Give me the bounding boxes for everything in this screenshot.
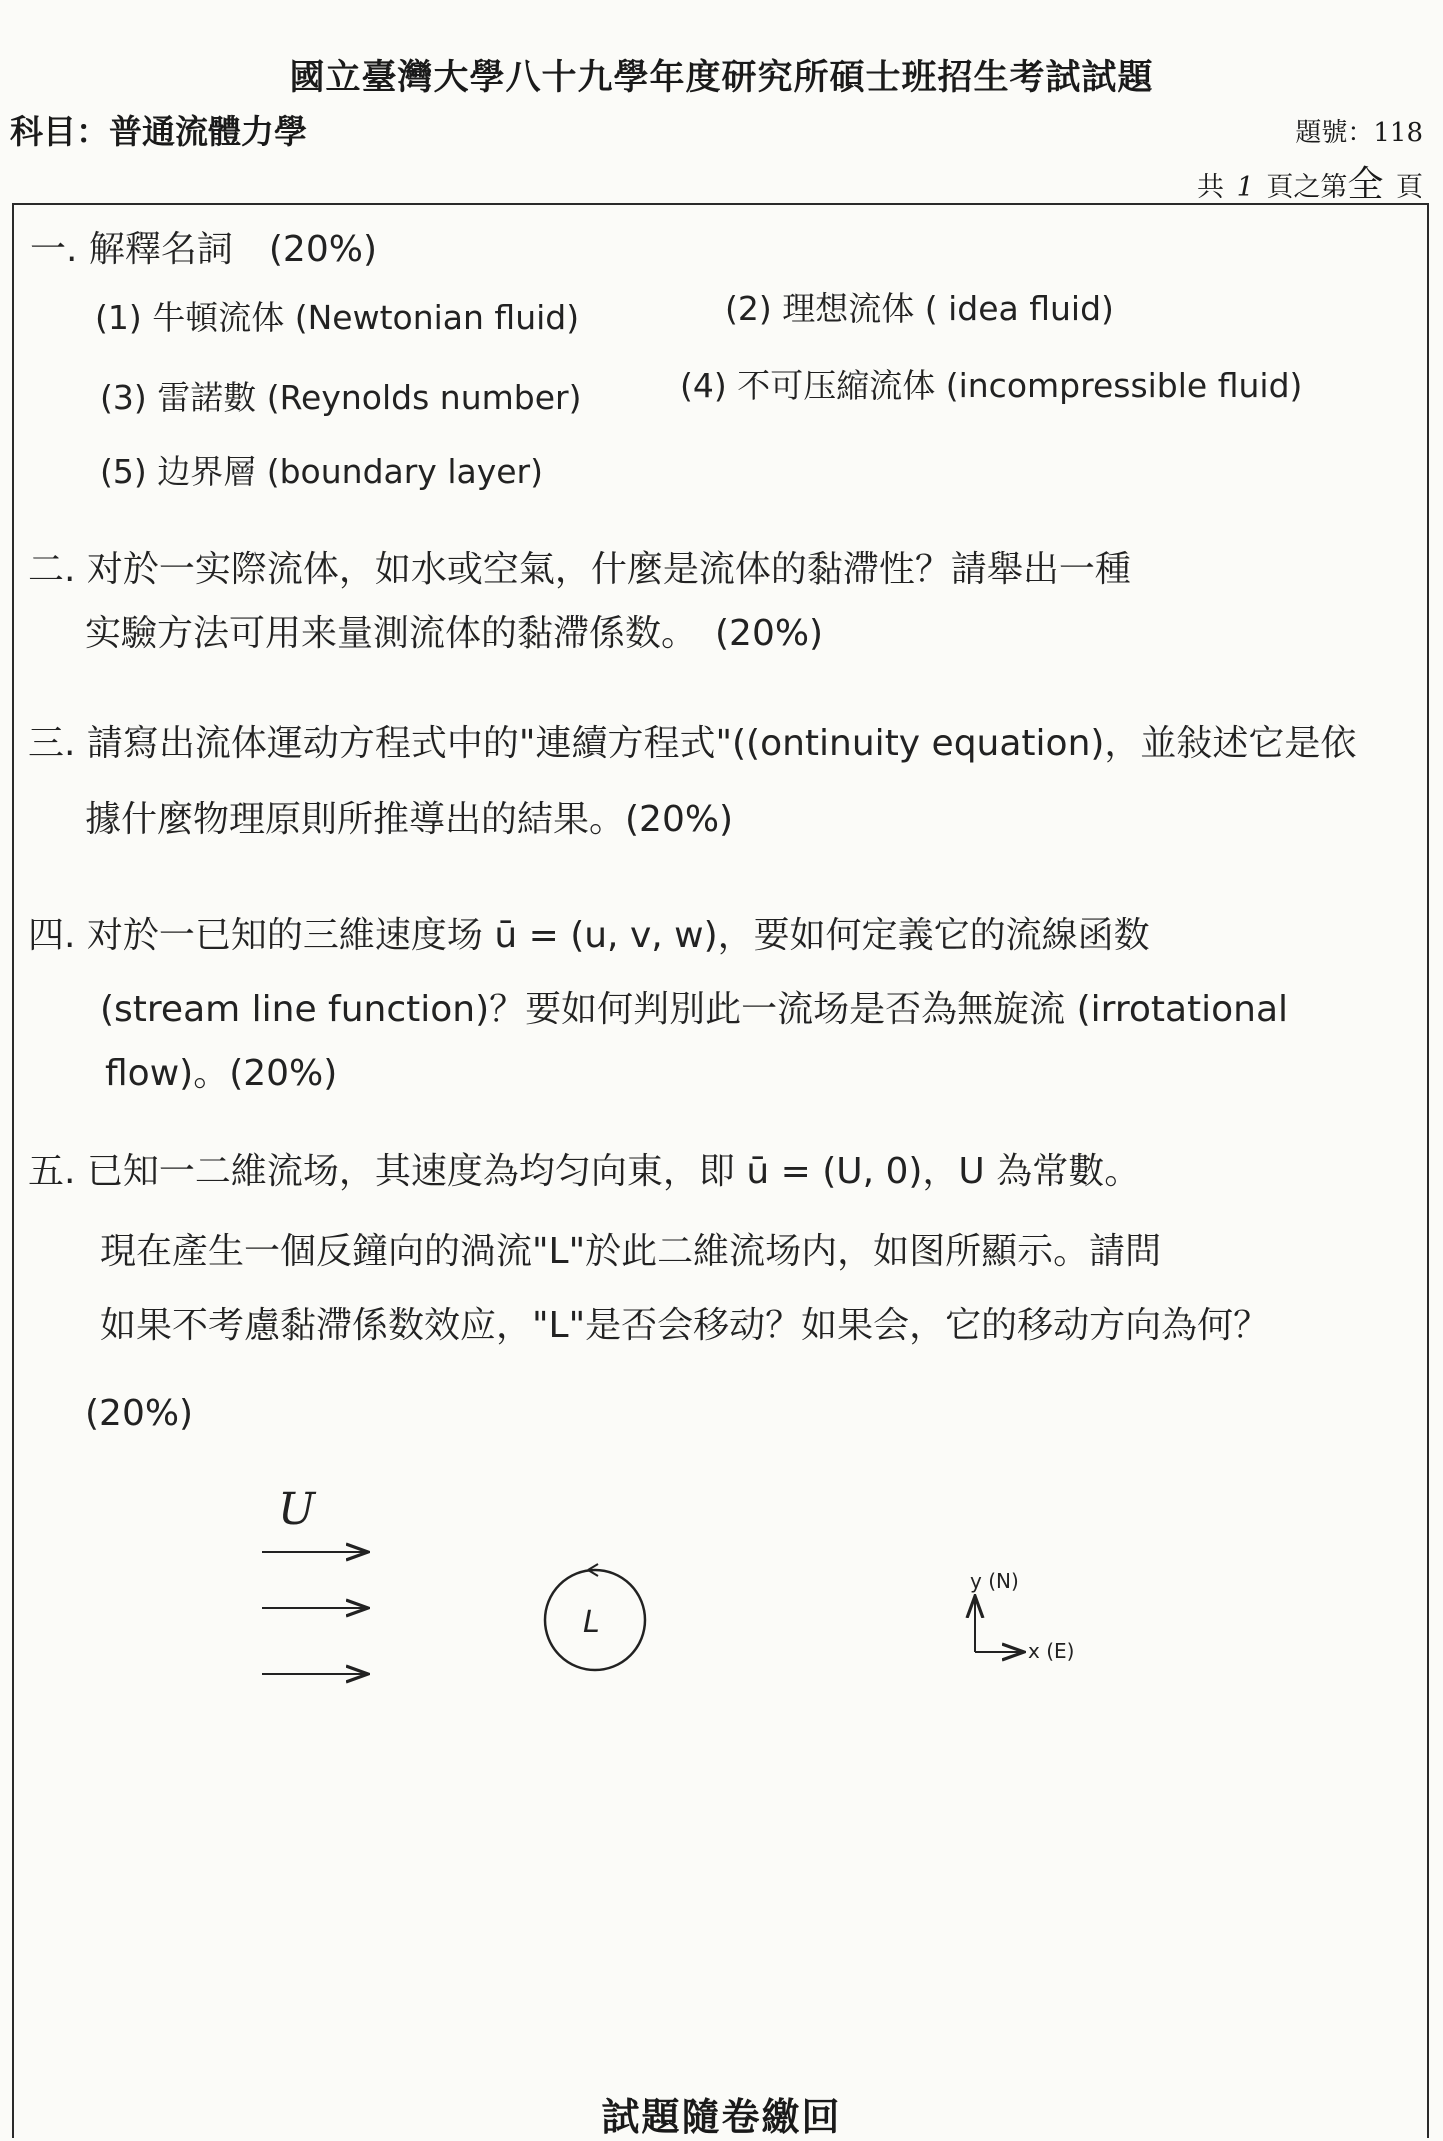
q2-line-1: 二. 对於一实際流体，如水或空氣，什麼是流体的黏滯性？請舉出一種	[28, 549, 1131, 590]
q4-line-2: (stream line function)？要如何判別此一流场是否為無旋流 (irrotational	[100, 989, 1289, 1030]
q1-heading: 一. 解釋名詞 (20%)	[30, 229, 377, 270]
page-indicator	[1197, 156, 1423, 207]
u-velocity-label: U	[278, 1490, 316, 1535]
pages-mid: 頁之第	[1266, 172, 1348, 203]
flow-diagram	[240, 1490, 1190, 1720]
q5-line-3: 如果不考慮黏滯係数效应，"L"是否会移动？如果会，它的移动方向為何？	[100, 1305, 1270, 1346]
q1-item-1: (1) 牛頓流体 (Newtonian fluid)	[95, 298, 580, 337]
vortex-label: L	[583, 1605, 600, 1640]
exam-title: 國立臺灣大學八十九學年度研究所碩士班招生考試試題	[289, 57, 1154, 98]
q1-item-4: (4) 不可压縮流体 (incompressible fluid)	[680, 366, 1303, 405]
q1-item-3: (3) 雷諾數 (Reynolds number)	[100, 378, 582, 417]
pages-suffix: 頁	[1396, 172, 1423, 203]
x-axis-label: x (E)	[1028, 1639, 1075, 1663]
q2-line-2: 实驗方法可用来量測流体的黏滯係数。 (20%)	[85, 613, 824, 654]
pages-current: 全	[1347, 164, 1384, 205]
y-axis-label: y (N)	[970, 1569, 1019, 1593]
q4-line-3: flow)。(20%)	[105, 1053, 338, 1094]
q3-line-2: 據什麼物理原則所推導出的結果。(20%)	[85, 799, 734, 840]
q1-item-5: (5) 边界層 (boundary layer)	[100, 452, 543, 491]
question-number: 題號：118	[1295, 118, 1423, 148]
q4-line-1: 四. 对於一已知的三維速度场 ū = (u, v, w)，要如何定義它的流線函数	[28, 915, 1150, 956]
q5-line-2: 現在產生一個反鐘向的渦流"L"於此二維流场内，如图所顯示。請問	[100, 1231, 1162, 1272]
footer-note: 試題隨卷繳回	[601, 2094, 842, 2139]
q5-line-4: (20%)	[85, 1393, 194, 1434]
pages-total: 1	[1236, 172, 1254, 203]
subject-line: 科目：普通流體力學	[10, 112, 307, 151]
q5-line-1: 五. 已知一二維流场，其速度為均匀向東，即 ū = (U, 0)，U 為常數。	[28, 1151, 1141, 1192]
q1-item-2: (2) 理想流体 ( idea fluid)	[725, 289, 1114, 328]
q3-line-1: 三. 請寫出流体運动方程式中的"連續方程式"((ontinuity equation)，並敍述它是依	[28, 723, 1357, 764]
pages-prefix: 共	[1197, 172, 1225, 203]
